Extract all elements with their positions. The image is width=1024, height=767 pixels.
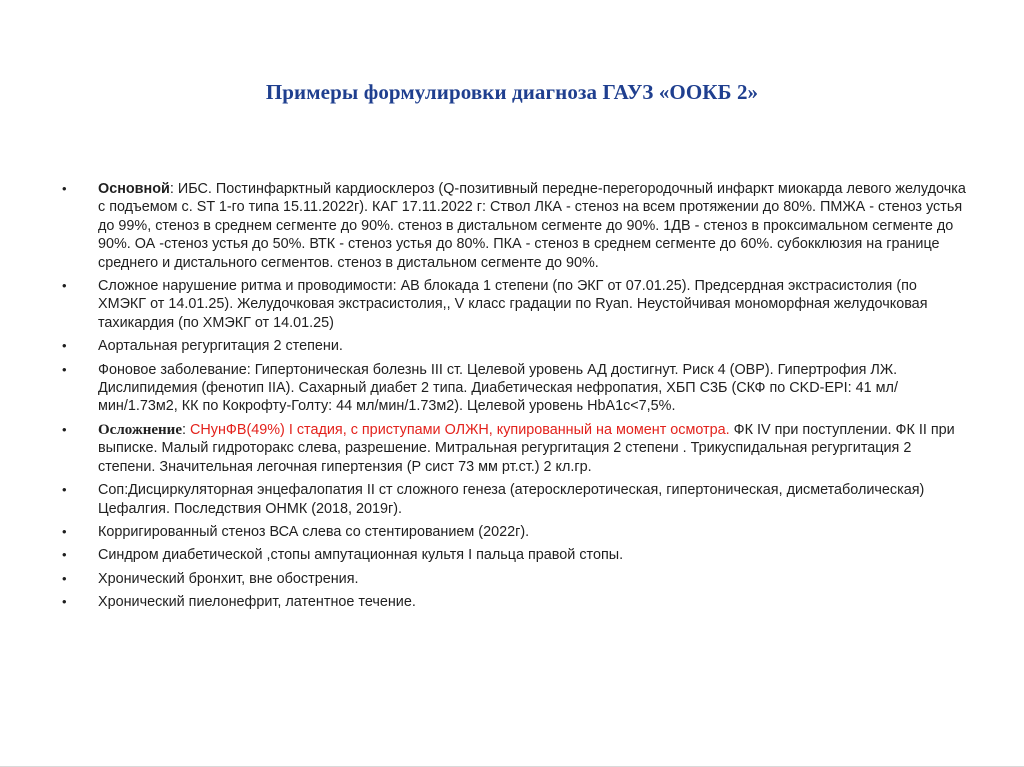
list-item-background-disease	[62, 361, 967, 416]
bronchitis-text: Хронический бронхит, вне обострения.	[98, 570, 359, 587]
bullet-icon: •	[62, 181, 67, 196]
list-item-aortic-regurgitation	[62, 337, 967, 355]
complication-separator: :	[182, 421, 190, 438]
background-disease-text: Фоновое заболевание: Гипертоническая болезнь III ст. Целевой уровень АД достигнут. Риск 4 (ОВР). Гипертрофия ЛЖ. Дислипидемия (фенотип IIA). Сахарный диабет 2 типа. Диабетическая нефропатия, ХБП С3Б (СКФ по CKD-EPI: 41 мл/мин/1.73м2, КК по Кокрофту-Голту: 44 мл/мин/1.73м2). Целевой уровень HbA1c<7,5%.	[98, 361, 898, 415]
list-item-diabetic-foot	[62, 546, 967, 564]
rhythm-disorder-text: Сложное нарушение ритма и проводимости: АВ блокада 1 степени (по ЭКГ от 07.01.25). Предсердная экстрасистолия (по ХМЭКГ от 14.01.25). Желудочковая экстрасистолия,, V класс градации по Ryan. Неустойчивая мономорфная желудочковая тахикардия (по ХМЭКГ от 14.01.25)	[98, 278, 928, 331]
list-item-carotid-stenosis	[62, 523, 967, 541]
bullet-icon: •	[62, 278, 67, 294]
bullet-icon: •	[62, 523, 67, 539]
pyelonephritis-text: Хронический пиелонефрит, латентное течение.	[98, 594, 416, 611]
list-item-bronchitis	[62, 570, 967, 588]
bullet-icon: •	[62, 570, 67, 586]
diabetic-foot-text: Синдром диабетической ,стопы ампутационная культя I пальца правой стопы.	[98, 547, 624, 564]
aortic-regurgitation-text: Аортальная регургитация 2 степени.	[98, 338, 343, 355]
concomitant-text: Соп:Дисциркуляторная энцефалопатия II ст сложного генеза (атеросклеротическая, гипертоническая, дисметаболическая) Цефалгия. Последствия ОНМК (2018, 2019г).	[98, 482, 925, 517]
complication-highlight-text: СНунФВ(49%) I стадия, с приступами ОЛЖН, купированный на момент осмотра.	[190, 421, 730, 438]
bullet-icon: •	[62, 547, 67, 563]
bullet-icon: •	[62, 482, 67, 498]
diagnosis-content	[62, 180, 967, 617]
main-diagnosis-text: : ИБС. Постинфарктный кардиосклероз (Q-позитивный передне-перегородочный инфаркт миокарда левого желудочка с подъемом с. ST 1-го типа 15.11.2022г). КАГ 17.11.2022 г: Ствол ЛКА - стеноз на всем протяжении до 80%. ПМЖА - стеноз устья до 99%, стеноз в среднем сегменте до 90%. стеноз в дистальном сегменте до 90%. 1ДВ - стеноз в проксимальном сегменте до 90%. ОА -стеноз устья до 50%. ВТК - стеноз устья до 80%. ПКА - стеноз в среднем сегменте до 60%. субокклюзия на границе среднего и дистального сегментов. стеноз в дистальном сегменте до 90%.	[98, 181, 966, 271]
bullet-icon: •	[62, 338, 67, 354]
bullet-icon: •	[62, 594, 67, 610]
list-item-rhythm-disorder	[62, 277, 967, 332]
page-title: Примеры формулировки диагноза ГАУЗ «ООКБ 2»	[265, 80, 759, 104]
bullet-icon: •	[62, 361, 67, 377]
complication-text: ФК IV при поступлении. ФК II при выписке. Малый гидроторакс слева, разрешение. Митральная регургитация 2 степени . Трикуспидальная регургитация 2 степени. Значительная легочная гипертензия (Р сист 73 мм рт.ст.) 2 кл.гр.	[98, 421, 955, 475]
complication-label: Осложнение	[98, 421, 182, 438]
list-item-main-diagnosis	[62, 180, 967, 272]
carotid-stenosis-text: Корригированный стеноз ВСА слева со стентированием (2022г).	[98, 523, 530, 540]
list-item-concomitant	[62, 481, 967, 518]
main-diagnosis-label: Основной	[98, 181, 170, 197]
bullet-icon: •	[62, 421, 67, 437]
diagnosis-list	[62, 180, 967, 612]
list-item-complication	[62, 421, 967, 476]
list-item-pyelonephritis	[62, 593, 967, 611]
